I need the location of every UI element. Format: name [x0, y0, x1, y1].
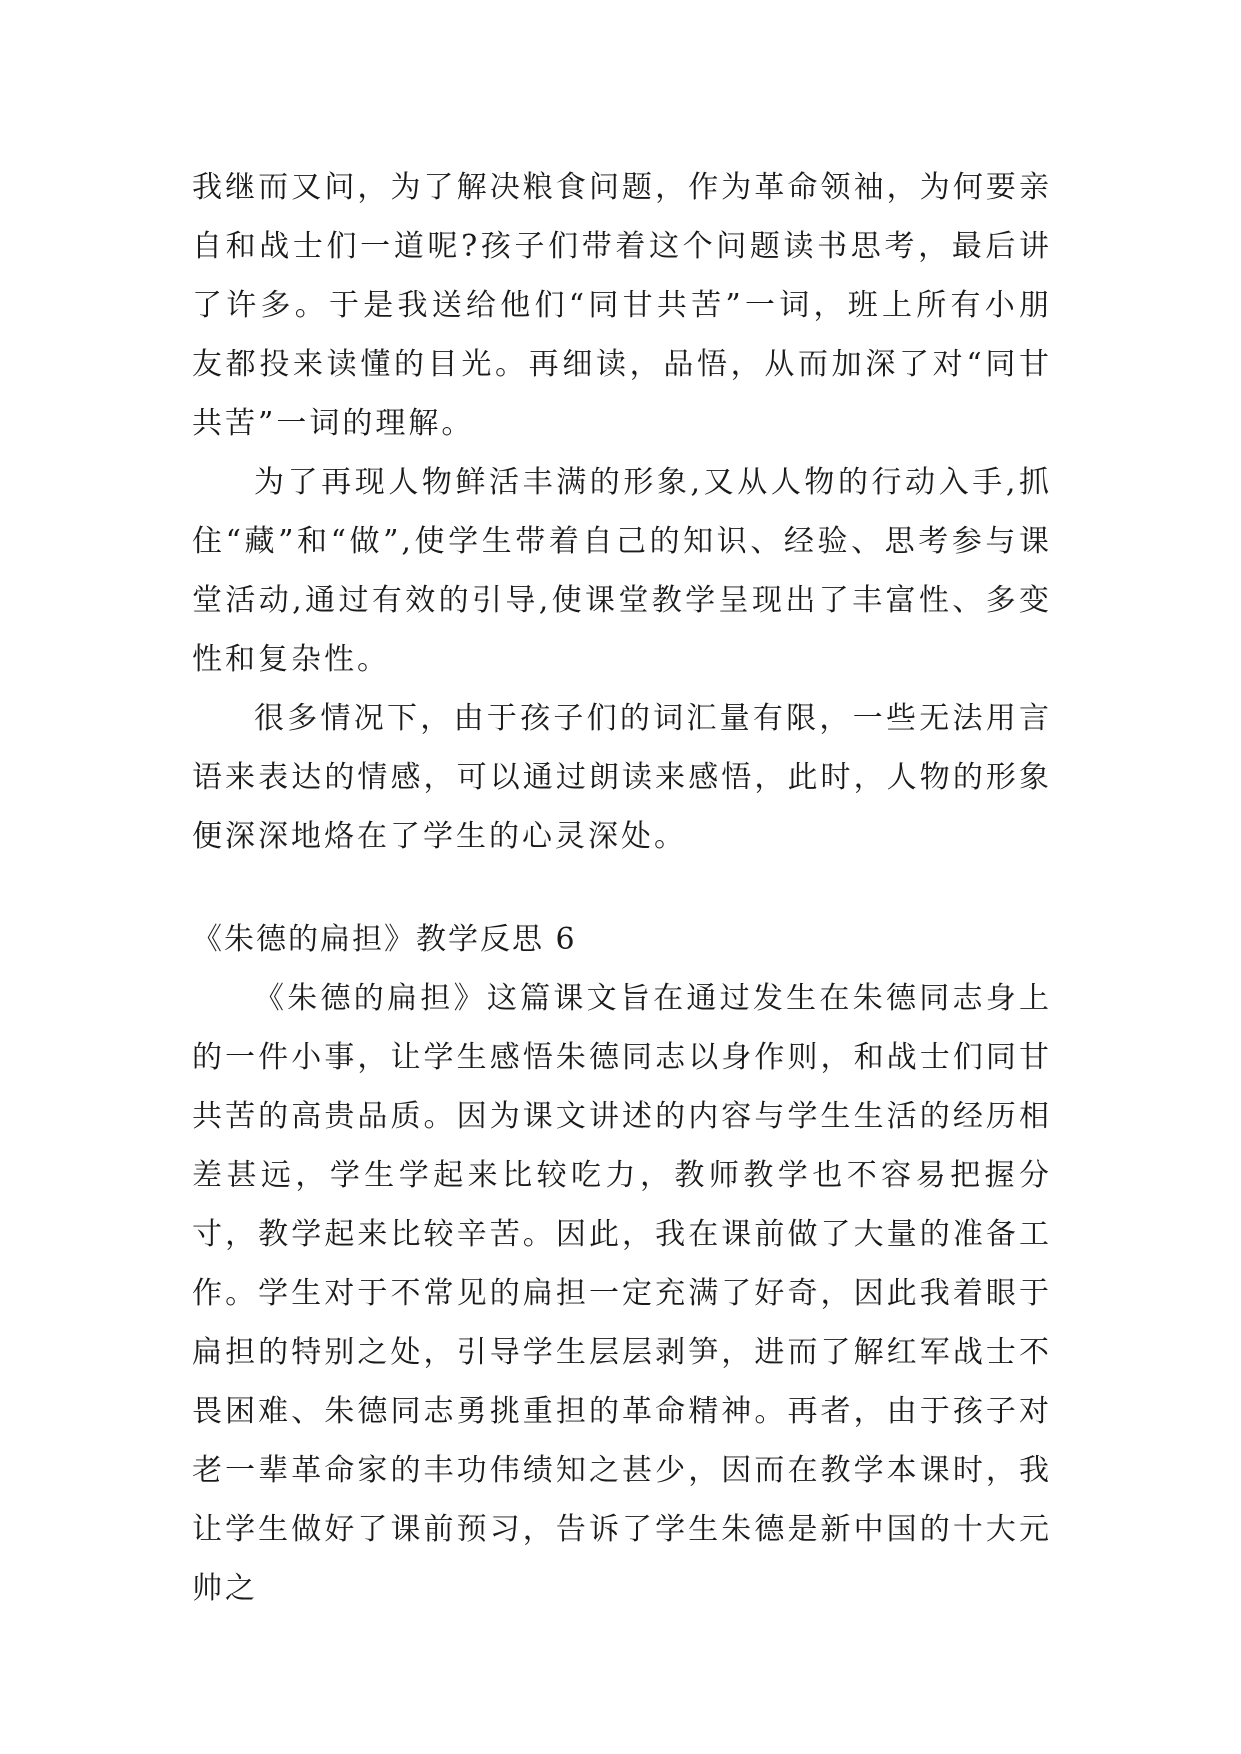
paragraph-2: 为了再现人物鲜活丰满的形象,又从人物的行动入手,抓住“藏”和“做”,使学生带着自己的知识、经验、思考参与课堂活动,通过有效的引导,使课堂教学呈现出了丰富性、多变性和复杂性。 — [192, 465, 1052, 677]
paragraph-3: 很多情况下，由于孩子们的词汇量有限，一些无法用言语来表达的情感，可以通过朗读来感悟，此时，人物的形象便深深地烙在了学生的心灵深处。 — [192, 701, 1052, 854]
section-title: 《朱德的扁担》教学反思 6 — [192, 922, 577, 957]
paragraph-1: 我继而又问，为了解决粮食问题，作为革命领袖，为何要亲自和战士们一道呢?孩子们带着这个问题读书思考，最后讲了许多。于是我送给他们“同甘共苦”一词，班上所有小朋友都投来读懂的目光。再细读，品悟，从而加深了对“同甘共苦”一词的理解。 — [192, 170, 1052, 441]
text-block-top — [192, 158, 1052, 866]
text-block-bottom — [192, 910, 1052, 1618]
paragraph-4: 《朱德的扁担》这篇课文旨在通过发生在朱德同志身上的一件小事，让学生感悟朱德同志以身作则，和战士们同甘共苦的高贵品质。因为课文讲述的内容与学生生活的经历相差甚远，学生学起来比较吃力，教师教学也不容易把握分寸，教学起来比较辛苦。因此，我在课前做了大量的准备工作。学生对于不常见的扁担一定充满了好奇，因此我着眼于扁担的特别之处，引导学生层层剥笋，进而了解红军战士不畏困难、朱德同志勇挑重担的革命精神。再者，由于孩子对老一辈革命家的丰功伟绩知之甚少，因而在教学本课时，我让学生做好了课前预习，告诉了学生朱德是新中国的十大元帅之 — [192, 981, 1052, 1606]
